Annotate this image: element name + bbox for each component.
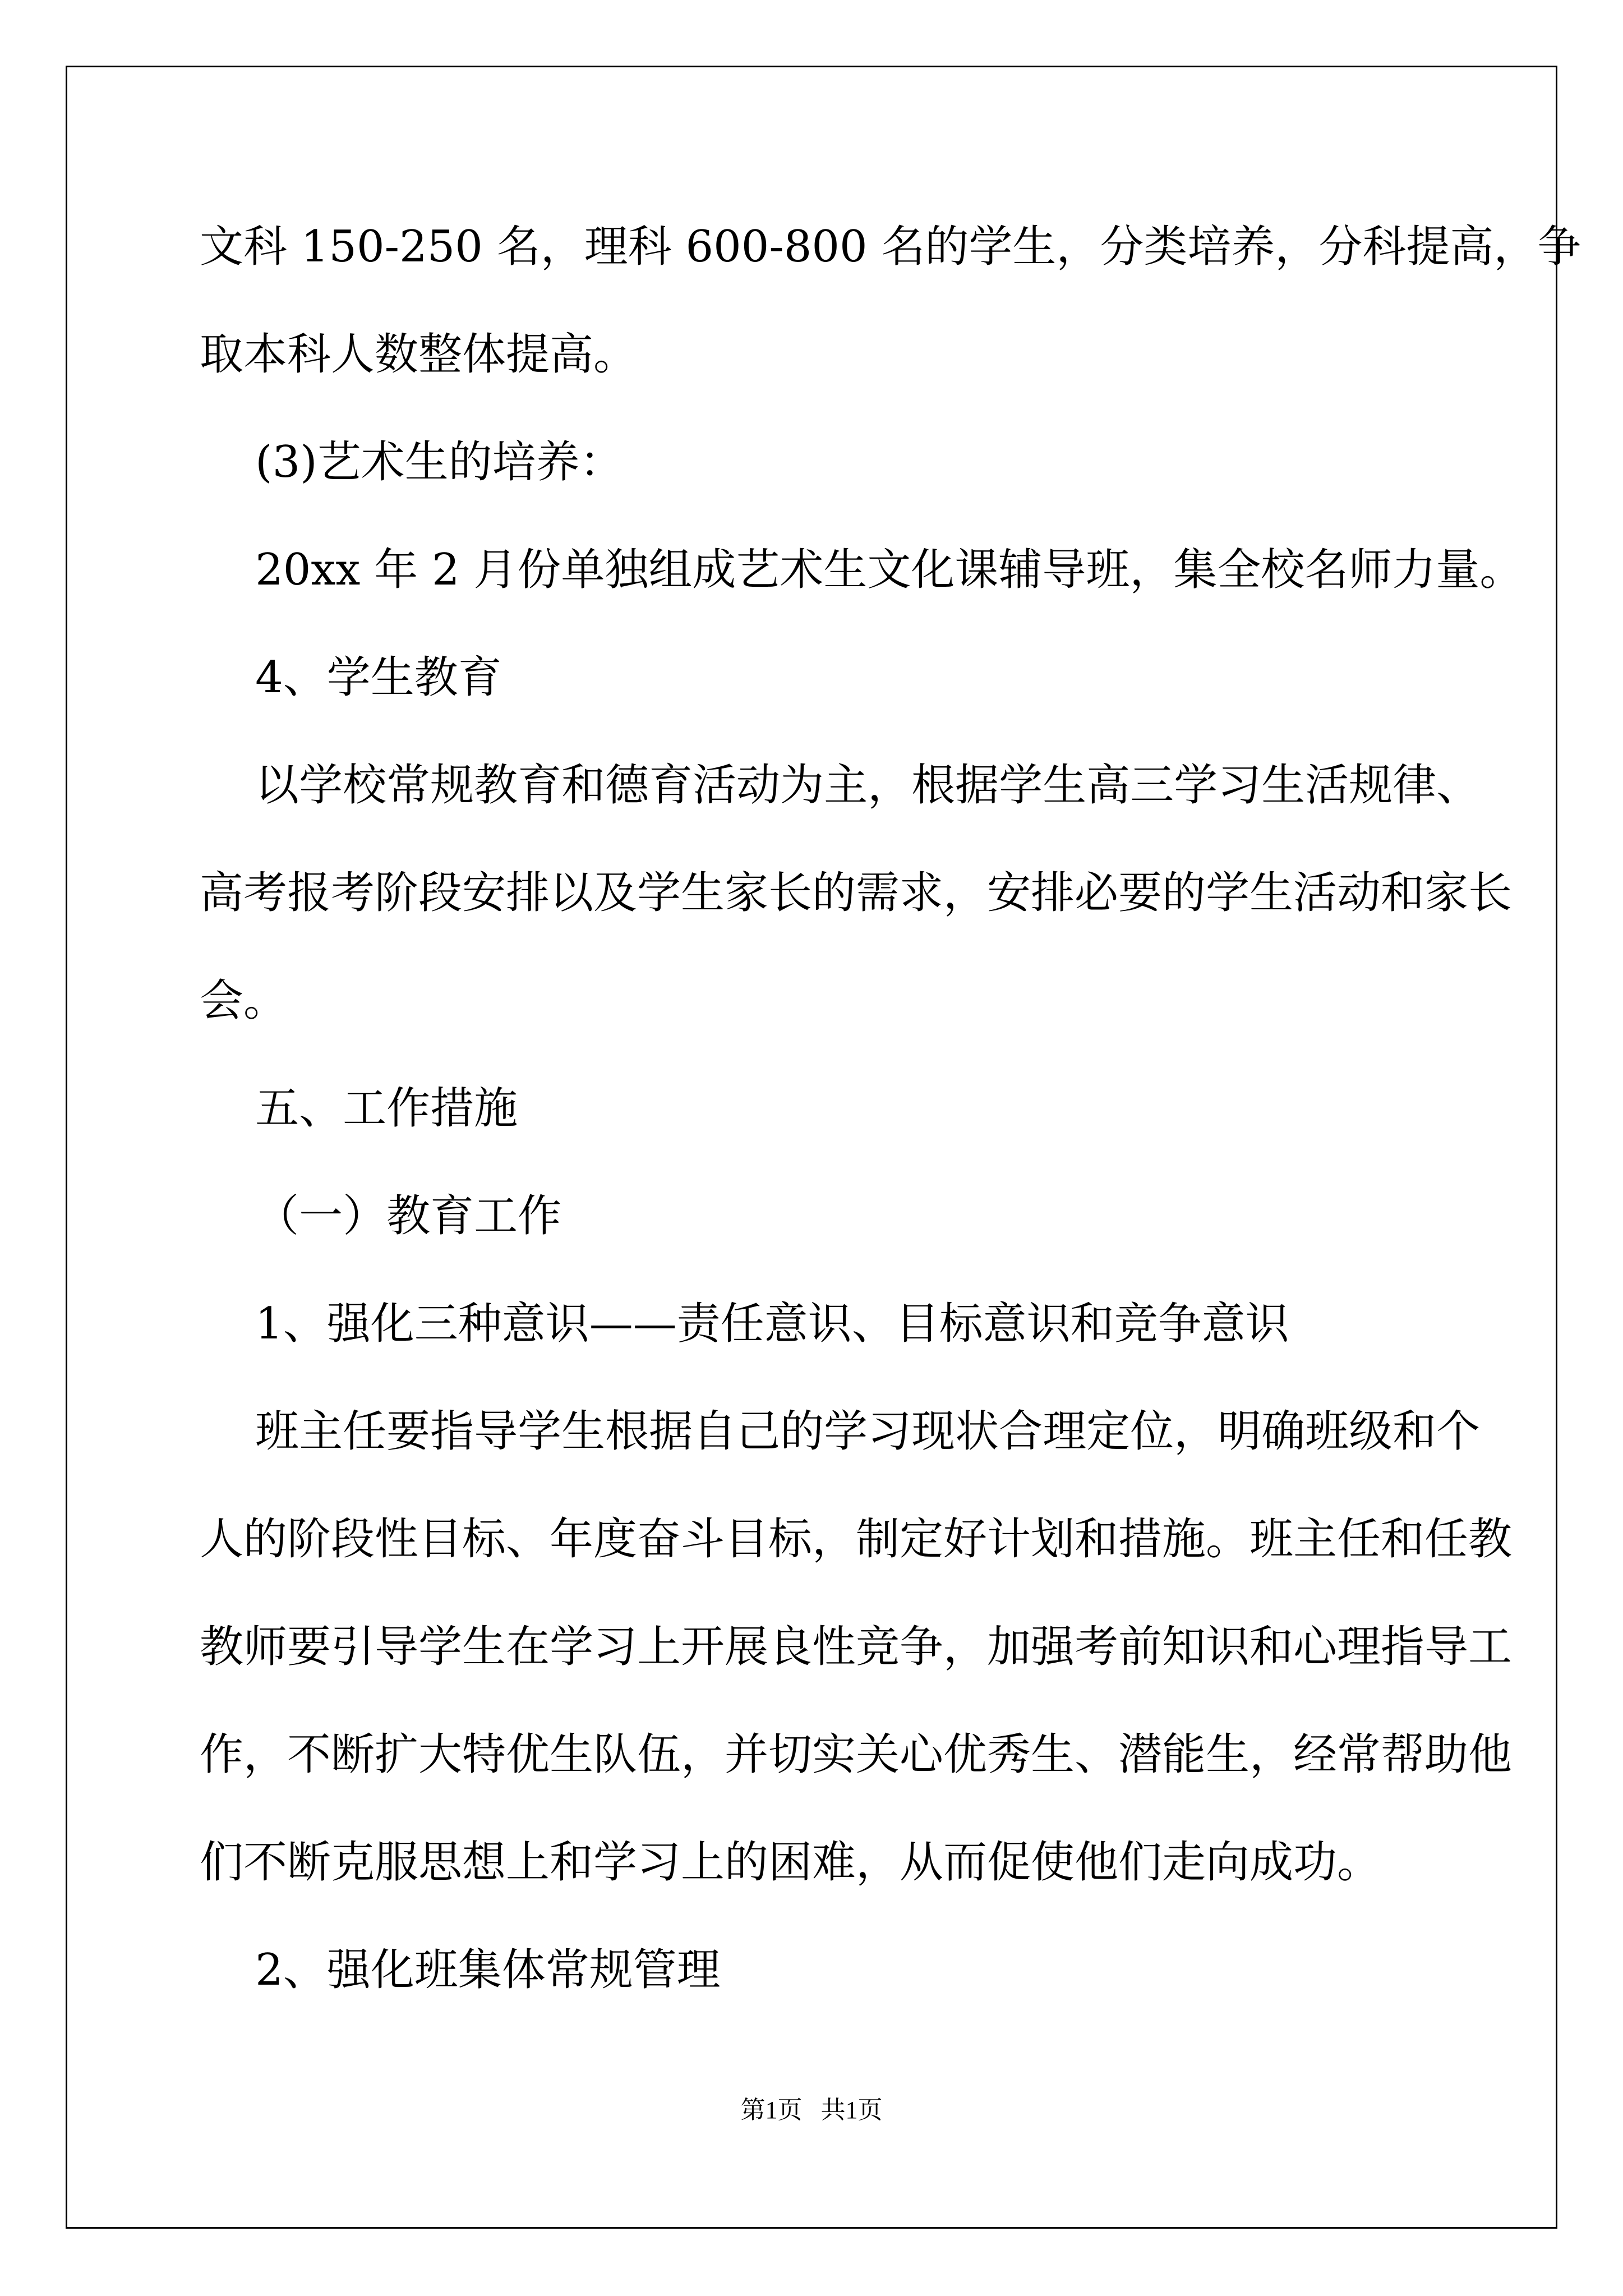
text-line: 作，不断扩大特优生队伍，并切实关心优秀生、潜能生，经常帮助他 bbox=[200, 1729, 1513, 1780]
text-line: 人的阶段性目标、年度奋斗目标，制定好计划和措施。班主任和任教 bbox=[200, 1514, 1513, 1565]
text-line: 取本科人数整体提高。 bbox=[200, 329, 638, 380]
text-line: 文科 150-250 名，理科 600-800 名的学生，分类培养，分科提高，争 bbox=[200, 222, 1581, 272]
page-border bbox=[66, 66, 1581, 2229]
text-line: 1、强化三种意识——责任意识、目标意识和竞争意识 bbox=[200, 1299, 1289, 1349]
text-line: 班主任要指导学生根据自己的学习现状合理定位，明确班级和个 bbox=[200, 1406, 1481, 1457]
text-line: 20xx 年 2 月份单独组成艺术生文化课辅导班，集全校名师力量。 bbox=[200, 545, 1524, 595]
text-line: （一）教育工作 bbox=[200, 1191, 562, 1241]
text-line: (3)艺术生的培养： bbox=[200, 437, 624, 487]
text-line: 五、工作措施 bbox=[200, 1083, 518, 1134]
text-line: 们不断克服思想上和学习上的困难，从而促使他们走向成功。 bbox=[200, 1837, 1381, 1888]
text-line: 4、学生教育 bbox=[200, 652, 502, 703]
text-line: 教师要引导学生在学习上开展良性竞争，加强考前知识和心理指导工 bbox=[200, 1622, 1513, 1672]
text-line: 以学校常规教育和德育活动为主，根据学生高三学习生活规律、 bbox=[200, 760, 1481, 811]
text-line: 2、强化班集体常规管理 bbox=[200, 1945, 721, 1995]
page-footer: 第1页 共1页 bbox=[740, 2096, 883, 2124]
text-line: 高考报考阶段安排以及学生家长的需求，安排必要的学生活动和家长 bbox=[200, 868, 1513, 918]
text-line: 会。 bbox=[200, 976, 288, 1026]
